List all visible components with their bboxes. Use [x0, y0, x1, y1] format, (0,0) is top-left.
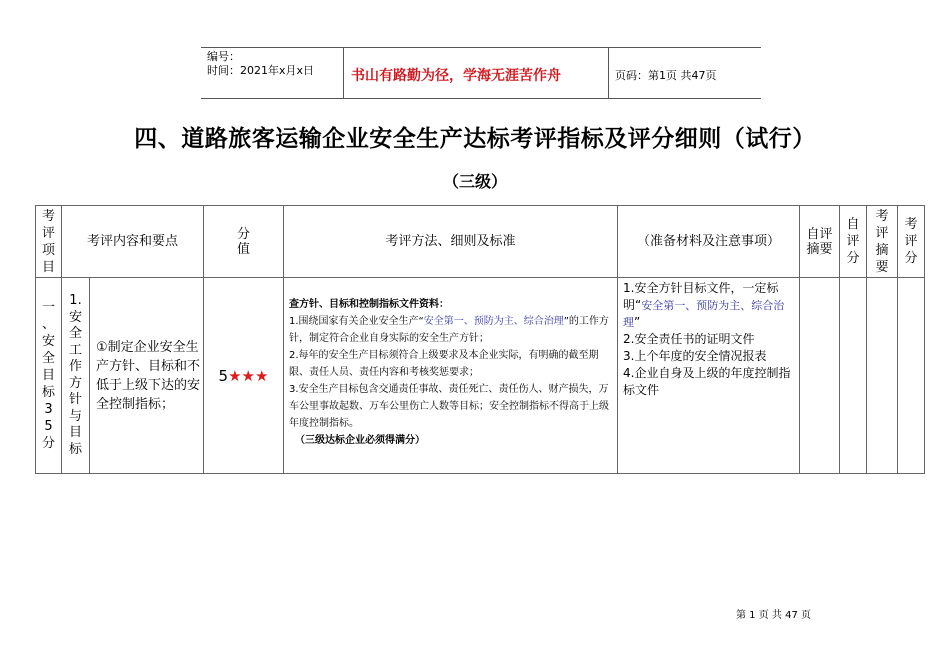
- header-eval-score: 考 评 分: [898, 206, 925, 278]
- method-item-3: 3.安全生产目标包含交通责任事故、责任死亡、责任伤人、财产损失，万车公里事故起数、万车公里伤亡人数等目标；安全控制指标不得高于上级年度控制指标。: [289, 384, 609, 429]
- header-divider: [343, 48, 344, 98]
- star-rating-icon: ★★★: [228, 366, 269, 385]
- prep-item-1: 1.安全方针目标文件，一定标明“安全第一、预防为主、综合治理”: [623, 281, 785, 329]
- row-self-score[interactable]: [840, 278, 867, 474]
- prep-item-4: 4.企业自身及上级的年度控制指标文件: [623, 366, 791, 397]
- evaluation-table: [35, 205, 925, 474]
- header-item: 考 评 项 目: [36, 206, 62, 278]
- method-item-2: 2.每年的安全生产目标须符合上级要求及本企业实际，有明确的截至期限、责任人员、责任内容和考核奖惩要求；: [289, 350, 599, 378]
- row-content: ①制定企业安全生产方针、目标和不低于上级下达的安全控制指标；: [90, 278, 204, 474]
- document-title: 四、道路旅客运输企业安全生产达标考评指标及评分细则（试行）: [134, 126, 816, 152]
- header-divider: [608, 48, 609, 98]
- row-score: [204, 278, 284, 474]
- prep-item-3: 3.上个年度的安全情况报表: [623, 349, 767, 363]
- row-item: 一 、 安 全 目 标 3 5 分: [36, 278, 62, 474]
- document-subtitle: （三级）: [442, 172, 507, 191]
- document-header: [201, 47, 761, 99]
- row-method: [284, 278, 618, 474]
- header-self-score: 自 评 分: [840, 206, 867, 278]
- row-eval-summary[interactable]: [867, 278, 898, 474]
- row-self-summary[interactable]: [800, 278, 840, 474]
- score-value: 5: [218, 366, 229, 385]
- header-eval-summary: 考 评 摘 要: [867, 206, 898, 278]
- header-method: 考评方法、细则及标准: [284, 206, 618, 278]
- serial-number-label: 编号：: [207, 50, 240, 63]
- header-page-info: 页码：第1页 共47页: [615, 69, 717, 82]
- row-eval-score[interactable]: [898, 278, 925, 474]
- prep-item-2: 2.安全责任书的证明文件: [623, 332, 755, 346]
- method-heading: 查方针、目标和控制指标文件资料：: [289, 299, 449, 310]
- header-score: 分 值: [204, 206, 284, 278]
- header-prep: （准备材料及注意事项）: [618, 206, 800, 278]
- row-sub-item: 1. 安 全 工 作 方 针 与 目 标: [62, 278, 90, 474]
- header-left: [201, 48, 343, 98]
- header-content: 考评内容和要点: [62, 206, 204, 278]
- date-label: 时间：2021年x月x日: [207, 64, 315, 77]
- page-footer: 第 1 页 共 47 页: [736, 610, 811, 621]
- header-self-summary: 自评 摘要: [800, 206, 840, 278]
- method-item-1: 1.围绕国家有关企业安全生产“安全第一、预防为主、综合治理”的工作方针，制定符合企业自身实际的安全生产方针；: [289, 316, 609, 344]
- table-row: [36, 278, 925, 474]
- table-header-row: [36, 206, 925, 278]
- method-note: （三级达标企业必须得满分）: [295, 435, 425, 446]
- row-prep: [618, 278, 800, 474]
- header-motto: 书山有路勤为径，学海无涯苦作舟: [351, 68, 561, 84]
